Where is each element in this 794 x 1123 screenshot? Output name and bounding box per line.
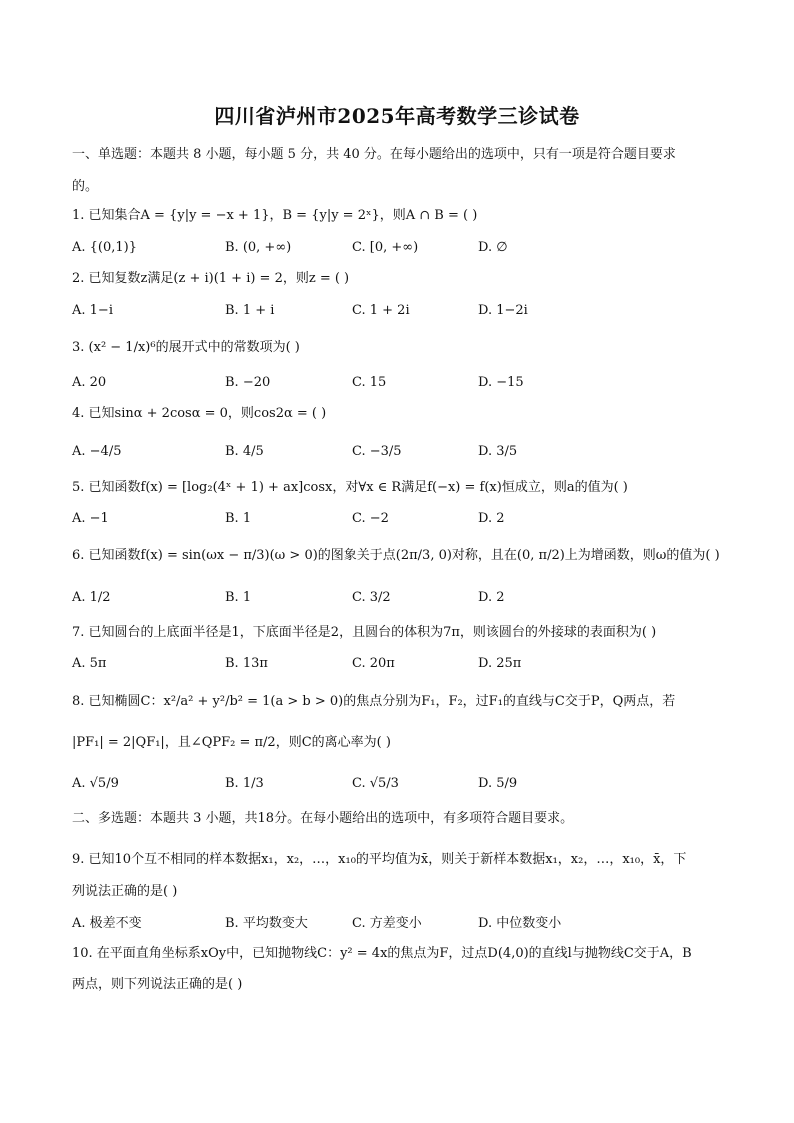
question-8-option-c: C. √5/3 bbox=[352, 776, 399, 791]
question-1-stem: 1. 已知集合A = {y|y = −x + 1}，B = {y|y = 2ˣ}，则A ∩ B = ( ) bbox=[72, 208, 478, 223]
question-6-option-c: C. 3/2 bbox=[352, 590, 391, 605]
question-4-option-c: C. −3/5 bbox=[352, 444, 402, 459]
question-4-option-a: A. −4/5 bbox=[72, 444, 122, 459]
question-8-option-d: D. 5/9 bbox=[478, 776, 518, 791]
question-6-options bbox=[72, 589, 732, 609]
question-5-option-a: A. −1 bbox=[72, 511, 109, 526]
question-3-option-c: C. 15 bbox=[352, 375, 387, 390]
question-2-stem: 2. 已知复数z满足(z + i)(1 + i) = 2，则z = ( ) bbox=[72, 271, 350, 286]
question-5-option-c: C. −2 bbox=[352, 511, 389, 526]
question-8-stem-line-2: |PF₁| = 2|QF₁|，且∠QPF₂ = π/2，则C的离心率为( ) bbox=[72, 735, 391, 750]
question-9-stem-line-1: 9. 已知10个互不相同的样本数据x₁，x₂，…，x₁₀的平均值为x̄，则关于新样本数据x₁，x₂，…，x₁₀，x̄，下 bbox=[72, 852, 687, 867]
question-4-option-b: B. 4/5 bbox=[225, 444, 264, 459]
question-9-options bbox=[72, 915, 732, 935]
question-1-options bbox=[72, 239, 732, 259]
question-7-option-b: B. 13π bbox=[225, 656, 268, 671]
question-4-options bbox=[72, 443, 732, 463]
question-2-option-d: D. 1−2i bbox=[478, 303, 528, 318]
question-8-option-b: B. 1/3 bbox=[225, 776, 264, 791]
question-2-options bbox=[72, 302, 732, 322]
question-3-options bbox=[72, 374, 732, 394]
question-3-stem: 3. (x² − 1/x)⁶的展开式中的常数项为( ) bbox=[72, 340, 300, 355]
section-1-heading-line-1: 一、单选题：本题共 8 小题，每小题 5 分，共 40 分。在每小题给出的选项中，只有一项是符合题目要求 bbox=[72, 147, 676, 162]
question-1-option-d: D. ∅ bbox=[478, 240, 508, 255]
question-2-option-a: A. 1−i bbox=[72, 303, 113, 318]
question-9-option-c: C. 方差变小 bbox=[352, 916, 422, 931]
question-1-option-c: C. [0, +∞) bbox=[352, 240, 419, 255]
question-6-option-d: D. 2 bbox=[478, 590, 505, 605]
question-8-options bbox=[72, 775, 732, 795]
question-5-option-d: D. 2 bbox=[478, 511, 505, 526]
section-2-heading: 二、多选题：本题共 3 小题，共18分。在每小题给出的选项中，有多项符合题目要求。 bbox=[72, 811, 574, 826]
question-2-option-b: B. 1 + i bbox=[225, 303, 275, 318]
question-9-option-a: A. 极差不变 bbox=[72, 916, 142, 931]
question-3-option-d: D. −15 bbox=[478, 375, 524, 390]
question-7-option-d: D. 25π bbox=[478, 656, 522, 671]
question-10-stem-line-1: 10. 在平面直角坐标系xOy中，已知抛物线C：y² = 4x的焦点为F，过点D(4,0)的直线l与抛物线C交于A，B bbox=[72, 946, 692, 961]
page-title: 四川省泸州市2025年高考数学三诊试卷 bbox=[214, 104, 580, 128]
question-1-option-b: B. (0, +∞) bbox=[225, 240, 292, 255]
question-2-option-c: C. 1 + 2i bbox=[352, 303, 410, 318]
question-6-stem: 6. 已知函数f(x) = sin(ωx − π/3)(ω > 0)的图象关于点(2π/3, 0)对称，且在(0, π/2)上为增函数，则ω的值为( ) bbox=[72, 548, 720, 563]
question-7-options bbox=[72, 655, 732, 675]
question-6-option-b: B. 1 bbox=[225, 590, 252, 605]
question-5-stem: 5. 已知函数f(x) = [log₂(4ˣ + 1) + ax]cosx，对∀x ∈ R满足f(−x) = f(x)恒成立，则a的值为( ) bbox=[72, 480, 628, 495]
question-4-stem: 4. 已知sinα + 2cosα = 0，则cos2α = ( ) bbox=[72, 406, 327, 421]
question-9-option-d: D. 中位数变小 bbox=[478, 916, 562, 931]
question-6-option-a: A. 1/2 bbox=[72, 590, 111, 605]
question-8-stem-line-1: 8. 已知椭圆C：x²/a² + y²/b² = 1(a > b > 0)的焦点分别为F₁，F₂，过F₁的直线与C交于P，Q两点，若 bbox=[72, 694, 676, 709]
question-7-option-c: C. 20π bbox=[352, 656, 395, 671]
question-5-options bbox=[72, 510, 732, 530]
question-9-stem-line-2: 列说法正确的是( ) bbox=[72, 884, 178, 899]
question-8-option-a: A. √5/9 bbox=[72, 776, 119, 791]
question-3-option-b: B. −20 bbox=[225, 375, 271, 390]
section-1-heading-line-2: 的。 bbox=[72, 179, 99, 194]
question-4-option-d: D. 3/5 bbox=[478, 444, 518, 459]
question-10-stem-line-2: 两点，则下列说法正确的是( ) bbox=[72, 977, 243, 992]
question-9-option-b: B. 平均数变大 bbox=[225, 916, 308, 931]
question-7-stem: 7. 已知圆台的上底面半径是1，下底面半径是2，且圆台的体积为7π，则该圆台的外接球的表面积为( ) bbox=[72, 625, 657, 640]
question-7-option-a: A. 5π bbox=[72, 656, 107, 671]
question-3-option-a: A. 20 bbox=[72, 375, 107, 390]
question-5-option-b: B. 1 bbox=[225, 511, 252, 526]
question-1-option-a: A. {(0,1)} bbox=[72, 240, 138, 255]
